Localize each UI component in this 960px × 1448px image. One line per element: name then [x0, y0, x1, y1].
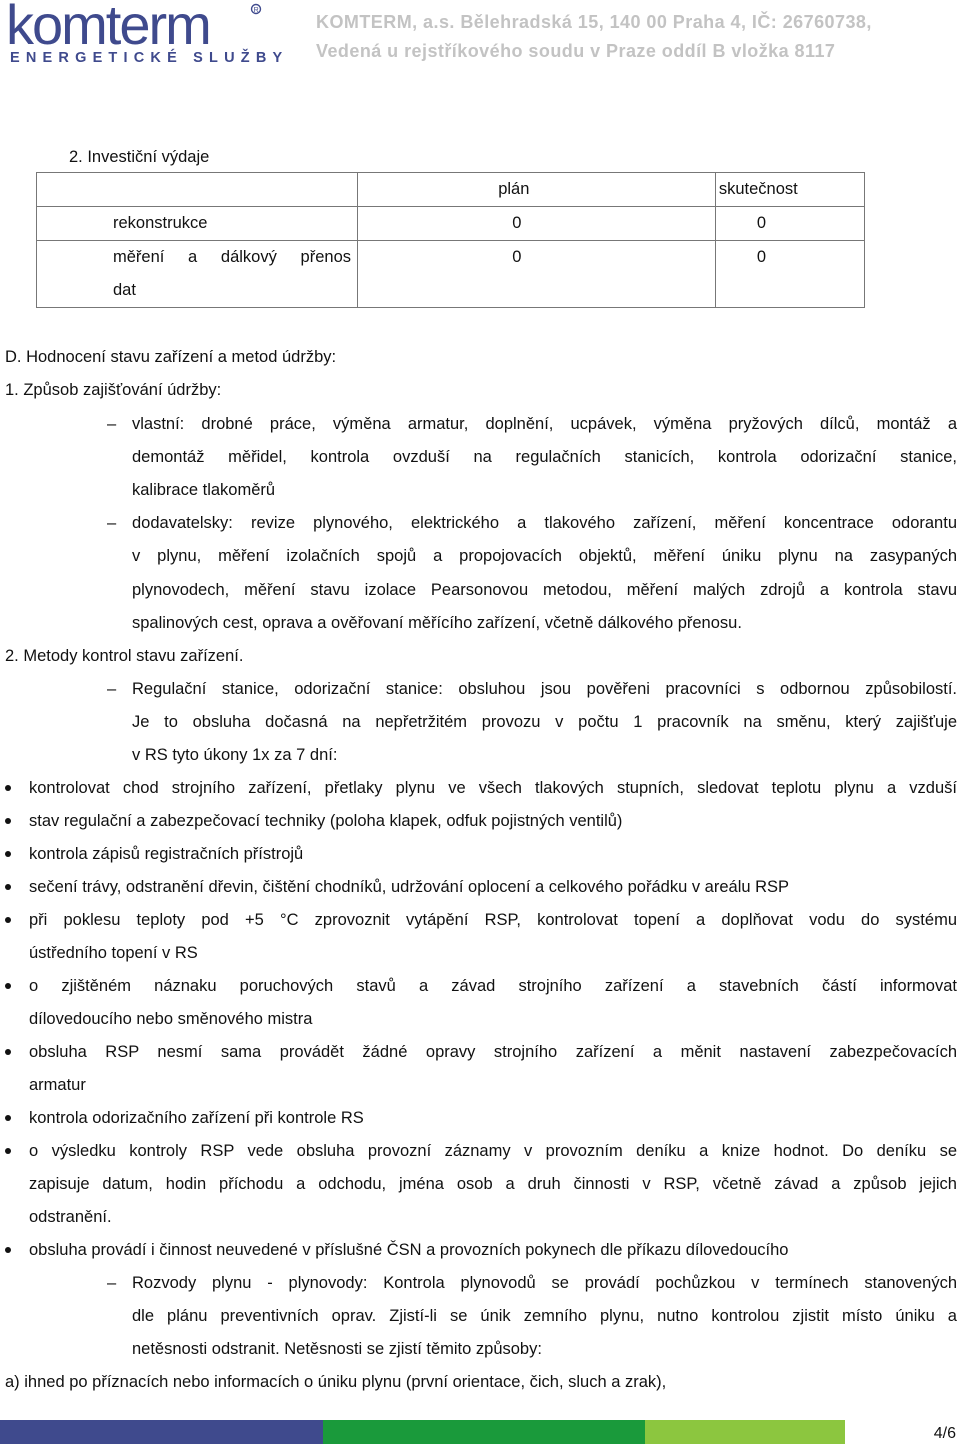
bullet-item-text: zapisuje datum, hodin příchodu a odchodu, jména osob a druh činnosti v RSP, včetně závad a způsob jejich	[29, 1175, 957, 1193]
dash-item-stations-line: v RS tyto úkony 1x za 7 dní:	[132, 746, 338, 764]
bullet-item-text: armatur	[29, 1076, 86, 1094]
bullet-item-text: při poklesu teploty pod +5 °C zprovoznit vytápění RSP, kontrolovat topení a doplňovat vodu do systému	[29, 911, 957, 929]
section-title-investments: 2. Investiční výdaje	[69, 148, 210, 166]
bullet-icon	[5, 1049, 11, 1055]
footer-bar-green	[323, 1420, 645, 1444]
bullet-item-text: odstranění.	[29, 1208, 112, 1226]
bullet-item-text: sečení trávy, odstranění dřevin, čištění chodníků, udržování oplocení a celkového pořádku v areálu RSP	[29, 878, 790, 896]
table-cell: 0	[358, 207, 716, 241]
table-cell: 0	[358, 241, 716, 308]
table-cell: měření a dálkový přenos dat	[37, 241, 358, 308]
page-number: 4/6	[933, 1425, 956, 1442]
bullet-item-text: obsluha RSP nesmí sama provádět žádné opravy strojního zařízení a měnit nastavení zabezpečovacích	[29, 1043, 957, 1061]
table-row	[37, 241, 865, 308]
bullet-item-text: stav regulační a zabezpečovací techniky (poloha klapek, odfuk pojistných ventilů)	[29, 812, 623, 830]
dash-item-supplier-line: spalinových cest, oprava a ověřovaní měřícího zařízení, včetně dálkového přenosu.	[132, 614, 742, 632]
bullet-item-text: o výsledku kontroly RSP vede obsluha provozní záznamy v provozním deníku a knize hodnot. Do deníku se	[29, 1142, 957, 1160]
dash-marker: –	[107, 514, 117, 532]
bullet-icon	[5, 1115, 11, 1121]
table-cell: 0	[715, 241, 864, 308]
table-header-cell	[37, 173, 358, 207]
bullet-item-text: kontrola zápisů registračních přístrojů	[29, 845, 304, 863]
svg-text:R: R	[253, 6, 259, 14]
table-row	[37, 207, 865, 241]
footer-bar-blue	[0, 1420, 323, 1444]
dash-item-own-line: demontáž měřidel, kontrola ovzduší na regulačních stanicích, kontrola odorizační stanice,	[132, 448, 957, 466]
bullet-item-text: ústředního topení v RS	[29, 944, 198, 962]
company-info	[316, 8, 872, 66]
bullet-icon	[5, 851, 11, 857]
table-cell: 0	[715, 207, 864, 241]
bullet-icon	[5, 983, 11, 989]
bullet-icon	[5, 884, 11, 890]
bullet-icon	[5, 1148, 11, 1154]
company-address-line: KOMTERM, a.s. Bělehradská 15, 140 00 Praha 4, IČ: 26760738,	[316, 12, 872, 32]
investment-table	[36, 172, 865, 308]
dash-marker: –	[107, 1274, 117, 1292]
dash-item-stations-line: Regulační stanice, odorizační stanice: obsluhou jsou pověřeni pracovníci s odbornou způsobilostí.	[132, 680, 957, 698]
letterhead	[0, 0, 960, 80]
table-header-cell: skutečnost	[715, 173, 864, 207]
bullet-icon	[5, 818, 11, 824]
komterm-wordmark	[4, 0, 304, 50]
bullet-item-text: kontrolovat chod strojního zařízení, přetlaky plynu ve všech tlakových stupních, sledovat teplotu plynu a vzduší	[29, 779, 957, 797]
company-logo	[4, 0, 304, 80]
dash-item-own-line: vlastní: drobné práce, výměna armatur, doplnění, ucpávek, výměna pryžových dílců, montáž a	[132, 415, 957, 433]
table-header-cell: plán	[358, 173, 716, 207]
section-title-maintenance: D. Hodnocení stavu zařízení a metod údržby:	[5, 348, 337, 366]
bullet-item-text: obsluha provádí i činnost neuvedené v příslušné ČSN a provozních pokynech dle příkazu dílovedoucího	[29, 1241, 789, 1259]
bullet-item-text: dílovedoucího nebo směnového mistra	[29, 1010, 313, 1028]
bullet-icon	[5, 1247, 11, 1253]
dash-item-supplier-line: dodavatelsky: revize plynového, elektrického a tlakového zařízení, měření koncentrace odorantu	[132, 514, 957, 532]
dash-item-pipelines-line: netěsnosti odstranit. Netěsnosti se zjistí těmito způsoby:	[132, 1340, 542, 1358]
bullet-icon	[5, 917, 11, 923]
company-registry-line: Vedená u rejstříkového soudu v Praze oddíl B vložka 8117	[316, 41, 836, 61]
table-header-row	[37, 173, 865, 207]
dash-marker: –	[107, 680, 117, 698]
dash-item-pipelines-line: Rozvody plynu - plynovody: Kontrola plynovodů se provádí pochůzkou v termínech stanovených	[132, 1274, 957, 1292]
bullet-icon	[5, 785, 11, 791]
dash-item-own-line: kalibrace tlakoměrů	[132, 481, 276, 499]
dash-item-pipelines-line: dle plánu preventivních oprav. Zjistí-li se únik zemního plynu, nutno kontrolou zjistit místo úniku a	[132, 1307, 957, 1325]
dash-item-supplier-line: v plynu, měření izolačních spojů a propojovacích objektů, měření úniku plynu na zasypaných	[132, 547, 957, 565]
bullet-item-text: o zjištěném náznaku poruchových stavů a závad strojního zařízení a stavebních částí informovat	[29, 977, 957, 995]
logo-subtitle: ENERGETICKÉ SLUŽBY	[10, 50, 289, 66]
dash-marker: –	[107, 415, 117, 433]
dash-item-supplier-line: plynovodech, měření stavu izolace Pearsonovou metodou, měření malých zdrojů a kontrola stavu	[132, 581, 957, 599]
item-a-text: a) ihned po příznacích nebo informacích o úniku plynu (první orientace, čich, sluch a zrak),	[5, 1373, 667, 1391]
footer-bar-lightgreen	[645, 1420, 845, 1444]
bullet-item-text: kontrola odorizačního zařízení při kontrole RS	[29, 1109, 364, 1127]
logo-wordmark-text: komterm	[6, 0, 210, 50]
table-cell: rekonstrukce	[37, 207, 358, 241]
item-maintenance-method: 1. Způsob zajišťování údržby:	[5, 381, 222, 399]
dash-item-stations-line: Je to obsluha dočasná na nepřetržitém provozu v počtu 1 pracovník na směnu, který zajišťuje	[132, 713, 957, 731]
item-control-methods: 2. Metody kontrol stavu zařízení.	[5, 647, 244, 665]
